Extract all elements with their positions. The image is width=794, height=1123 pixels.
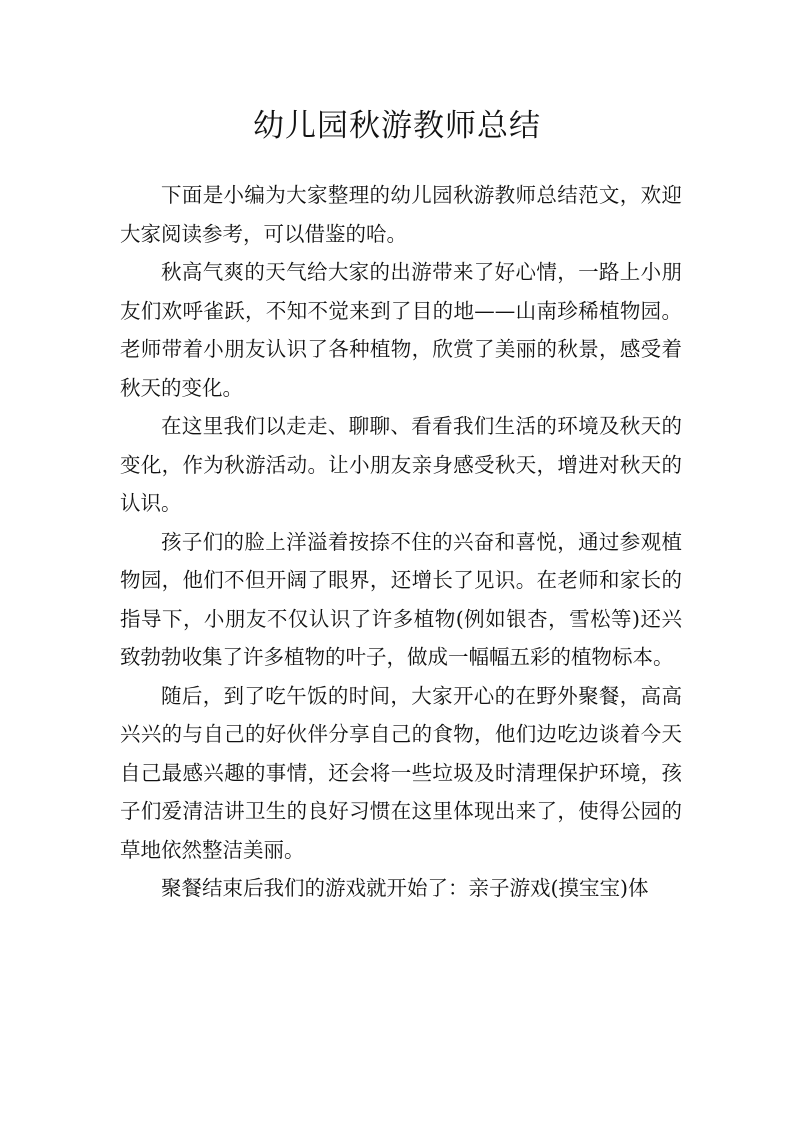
paragraph: 孩子们的脸上洋溢着按捺不住的兴奋和喜悦，通过参观植物园，他们不但开阔了眼界，还增长了见识。在老师和家长的指导下，小朋友不仅认识了许多植物(例如银杏，雪松等)还兴致勃勃收集了许多植物的叶子，做成一幅幅五彩的植物标本。 [120, 529, 682, 669]
paragraph: 下面是小编为大家整理的幼儿园秋游教师总结范文，欢迎大家阅读参考，可以借鉴的哈。 [120, 183, 682, 246]
paragraph: 在这里我们以走走、聊聊、看看我们生活的环境及秋天的变化，作为秋游活动。让小朋友亲身感受秋天，增进对秋天的认识。 [120, 414, 682, 515]
document-title: 幼儿园秋游教师总结 [253, 108, 541, 144]
paragraph: 随后，到了吃午饭的时间，大家开心的在野外聚餐，高高兴兴的与自己的好伙伴分享自己的食物，他们边吃边谈着今天自己最感兴趣的事情，还会将一些垃圾及时清理保护环境，孩子们爱清洁讲卫生的良好习惯在这里体现出来了，使得公园的草地依然整洁美丽。 [120, 683, 682, 862]
document-body [120, 176, 682, 908]
paragraph: 秋高气爽的天气给大家的出游带来了好心情，一路上小朋友们欢呼雀跃，不知不觉来到了目的地——山南珍稀植物园。老师带着小朋友认识了各种植物，欣赏了美丽的秋景，感受着秋天的变化。 [120, 260, 682, 400]
paragraph: 聚餐结束后我们的游戏就开始了：亲子游戏(摸宝宝)体 [161, 876, 649, 900]
